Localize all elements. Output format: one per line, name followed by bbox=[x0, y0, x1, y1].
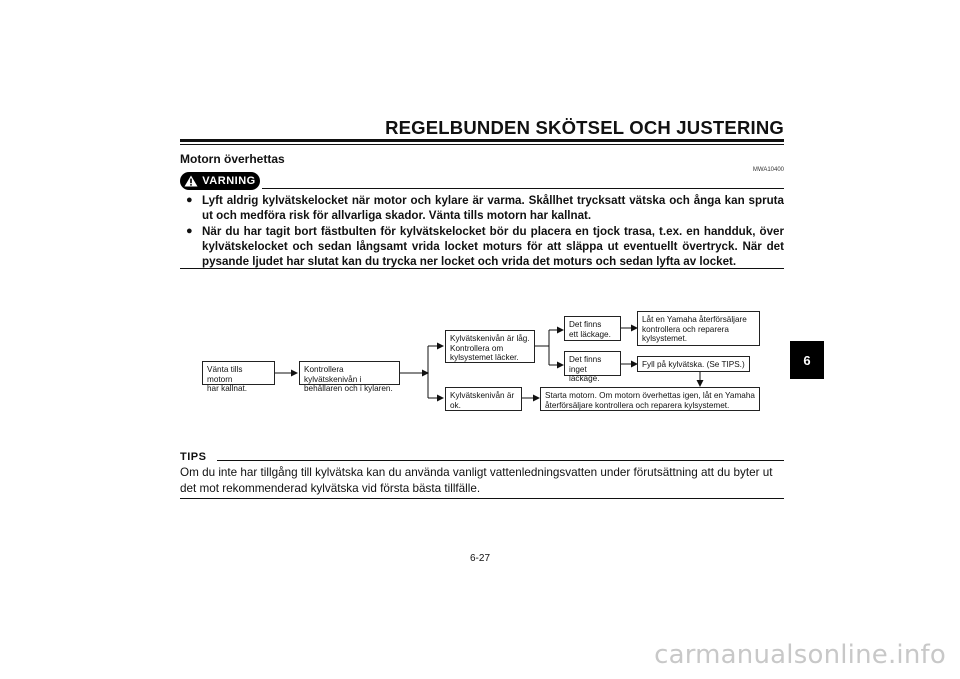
warning-item-text: Lyft aldrig kylvätskelocket när motor och kylare är varma. Skållhet trycksatt vätska och ånga kan spruta ut och medföra risk för allvarliga skador. Vänta tills motorn har kallnat. bbox=[202, 194, 784, 223]
chapter-tab: 6 bbox=[790, 341, 824, 379]
flow-box-check-level: Kontrollera kylvätskenivån i behållaren och i kylaren. bbox=[299, 361, 400, 385]
flow-box-start-engine: Starta motorn. Om motorn överhettas igen, låt en Yamaha återförsäljare kontrollera och reparera kylsystemet. bbox=[540, 387, 760, 411]
tips-rule bbox=[217, 460, 784, 461]
page-header-title: REGELBUNDEN SKÖTSEL OCH JUSTERING bbox=[385, 117, 784, 138]
flow-box-fill: Fyll på kylvätska. (Se TIPS.) bbox=[637, 356, 750, 372]
bullet-icon: ● bbox=[186, 224, 193, 237]
flow-box-dealer-check: Låt en Yamaha återförsäljare kontrollera och reparera kylsystemet. bbox=[637, 311, 760, 346]
warning-label: VARNING bbox=[202, 175, 256, 187]
tips-label: TIPS bbox=[180, 451, 207, 463]
tips-end-rule bbox=[180, 498, 784, 499]
flow-box-level-ok: Kylvätskenivån är ok. bbox=[445, 387, 522, 411]
flow-box-leak: Det finns ett läckage. bbox=[564, 316, 621, 341]
warning-code: MWA10400 bbox=[752, 167, 784, 173]
bullet-icon: ● bbox=[186, 194, 193, 206]
section-title: Motorn överhettas bbox=[180, 152, 285, 166]
tips-text: Om du inte har tillgång till kylvätska kan du använda vanligt vattenledningsvatten under förutsättning att du byter ut det mot rekommenderad kylvätska vid första bästa tillfälle. bbox=[180, 466, 773, 495]
page-number: 6-27 bbox=[469, 553, 490, 564]
flow-box-level-low: Kylvätskenivån är låg. Kontrollera om kylsystemet läcker. bbox=[445, 330, 535, 363]
flow-box-no-leak: Det finns inget läckage. bbox=[564, 351, 621, 376]
flow-box-wait: Vänta tills motorn har kallnat. bbox=[202, 361, 275, 385]
watermark: carmanualsonline.info bbox=[654, 640, 946, 670]
warning-item-text: När du har tagit bort fästbulten för kylvätskelocket bör du placera en tjock trasa, t.ex. en handduk, över kylvätskelocket och sedan långsamt vrida locket moturs för att släppa ut eventuellt övertryck. När det pysande ljudet har slutat kan du trycka ner locket och vrida det moturs och sedan lyfta av locket. bbox=[202, 224, 784, 269]
